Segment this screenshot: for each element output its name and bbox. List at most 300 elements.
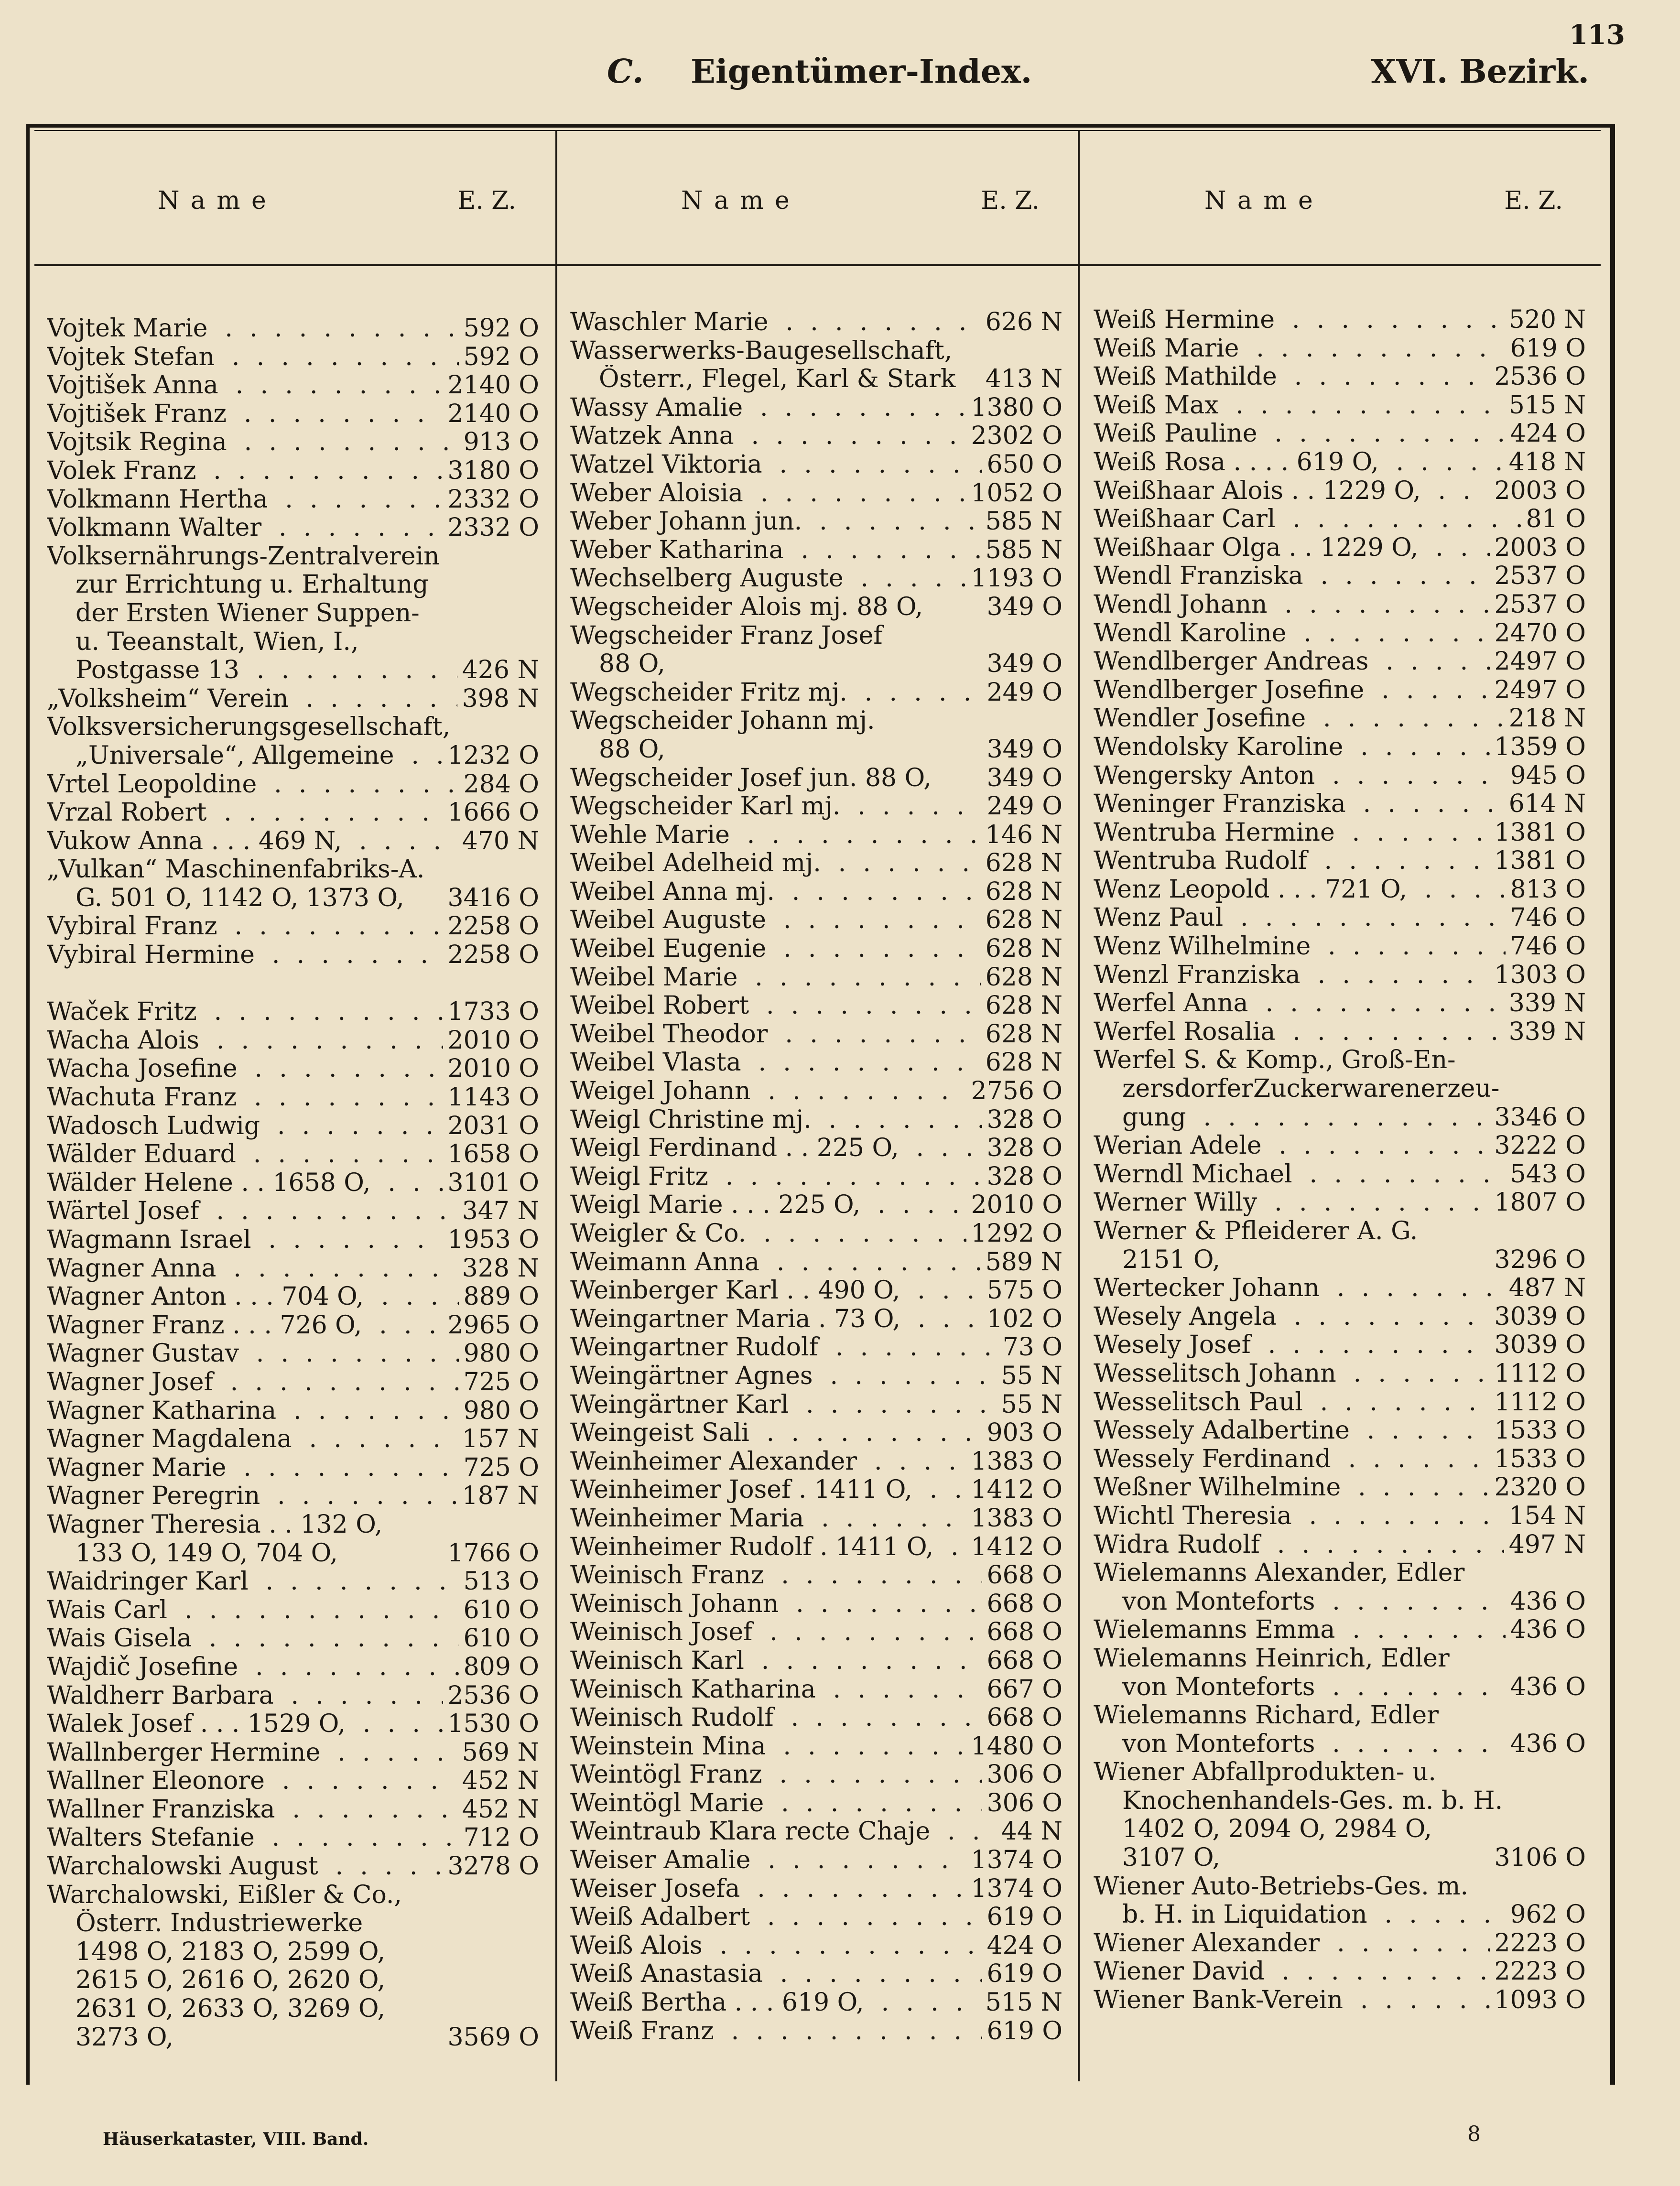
- owner-name: Wagner Josef: [47, 1368, 218, 1396]
- ez-number: 619 O: [982, 2017, 1062, 2046]
- index-entry: [1094, 904, 1586, 932]
- index-column-2: [570, 308, 1062, 2045]
- index-entry: [1094, 1588, 1586, 1616]
- ez-number: 339 N: [1504, 1018, 1586, 1047]
- ez-number: 349 O: [982, 764, 1062, 793]
- ez-number: 1292 O: [966, 1220, 1063, 1248]
- owner-name: Wegscheider Alois mj. 88 O,: [570, 593, 928, 621]
- ez-number: 746 O: [1506, 932, 1586, 961]
- index-entry: [47, 1909, 539, 1938]
- ez-number: 628 N: [981, 1049, 1062, 1077]
- ez-number: 426 N: [457, 656, 539, 685]
- ez-number: 592 O: [459, 343, 539, 372]
- ez-number: 2003 O: [1490, 534, 1586, 563]
- ez-number: 328 O: [982, 1106, 1062, 1135]
- column-header-name: Name: [1204, 186, 1324, 215]
- index-entry: [1094, 1018, 1586, 1047]
- owner-name: 2631 O, 2633 O, 3269 O,: [76, 1995, 390, 2023]
- page-number: 113: [1569, 19, 1625, 51]
- index-entry: [47, 1767, 539, 1796]
- owner-name: Weinisch Karl: [570, 1647, 749, 1675]
- owner-name: Wertecker Johann: [1094, 1274, 1324, 1302]
- ez-number: 249 O: [982, 679, 1062, 707]
- column-header-1: [38, 186, 540, 215]
- index-entry: [1094, 1246, 1586, 1275]
- index-entry: [570, 1932, 1062, 1960]
- owner-name: Weinisch Josef: [570, 1618, 757, 1646]
- owner-name: Wendler Josefine: [1094, 704, 1311, 733]
- owner-name: Wälder Helene . . 1658 O,: [47, 1169, 375, 1197]
- index-entry: [47, 1055, 539, 1083]
- owner-name: Wagner Franz . . . 726 O,: [47, 1311, 367, 1340]
- owner-name: Wagner Peregrin: [47, 1482, 265, 1510]
- index-entry: [570, 1903, 1062, 1932]
- index-entry: [1094, 1531, 1586, 1559]
- index-entry: [47, 1938, 539, 1967]
- owner-name: Wachuta Franz: [47, 1083, 241, 1112]
- index-entry: [1094, 477, 1586, 506]
- owner-name: Wesely Angela: [1094, 1303, 1281, 1331]
- owner-name: Wendl Johann: [1094, 591, 1272, 619]
- ez-number: 146 N: [981, 821, 1062, 850]
- owner-name: Wendl Franziska: [1094, 562, 1308, 590]
- owner-name: der Ersten Wiener Suppen-: [76, 599, 424, 628]
- index-entry: [570, 679, 1062, 707]
- owner-name: G. 501 O, 1142 O, 1373 O,: [76, 884, 409, 912]
- ez-number: 81 O: [1521, 505, 1586, 534]
- index-entry: [47, 713, 539, 742]
- index-entry: [570, 1875, 1062, 1904]
- index-entry: [47, 998, 539, 1027]
- index-entry: [1094, 1217, 1586, 1246]
- index-entry: [1094, 1160, 1586, 1189]
- index-entry: [1094, 1730, 1586, 1759]
- owner-name: Österr., Flegel, Karl & Stark: [599, 365, 960, 393]
- owner-name: Weiß Anastasia: [570, 1960, 768, 1988]
- index-entry: [570, 564, 1062, 593]
- index-entry: [570, 1704, 1062, 1732]
- index-entry: [47, 1368, 539, 1397]
- owner-name: Weibel Eugenie: [570, 935, 771, 963]
- footer-signature: 8: [1467, 2122, 1481, 2146]
- owner-name: Knochenhandels-Ges. m. b. H.: [1122, 1787, 1507, 1815]
- ez-number: 1380 O: [966, 394, 1063, 422]
- index-entry: [47, 1397, 539, 1426]
- index-entry: [1094, 762, 1586, 790]
- ez-number: 1533 O: [1490, 1445, 1586, 1474]
- index-entry: [1094, 1559, 1586, 1588]
- ez-number: 398 N: [457, 685, 539, 714]
- ez-number: 903 O: [982, 1419, 1062, 1448]
- owner-name: Wendlberger Andreas: [1094, 648, 1373, 676]
- owner-name: Wagner Magdalena: [47, 1425, 297, 1453]
- ez-number: 1480 O: [966, 1732, 1063, 1761]
- owner-name: Werian Adele: [1094, 1132, 1267, 1160]
- ez-number: 520 N: [1504, 306, 1586, 335]
- index-entry: [570, 1989, 1062, 2017]
- index-entry: [47, 1682, 539, 1710]
- index-entry: [1094, 591, 1586, 619]
- owner-name: b. H. in Liquidation: [1122, 1901, 1372, 1929]
- table-top-rule: [34, 130, 1601, 131]
- index-entry: [1094, 648, 1586, 676]
- ez-number: 1143 O: [443, 1083, 540, 1112]
- owner-name: Weinstein Mina: [570, 1732, 770, 1761]
- ez-number: 1658 O: [443, 1140, 540, 1169]
- owner-name: Weibel Adelheid mj.: [570, 849, 826, 877]
- index-entry: [570, 736, 1062, 764]
- index-entry: [570, 1049, 1062, 1077]
- owner-name: Weßner Wilhelmine: [1094, 1473, 1345, 1502]
- index-entry: [570, 308, 1062, 337]
- index-entry: [47, 1425, 539, 1454]
- owner-name: Werndl Michael: [1094, 1160, 1297, 1189]
- owner-name: Weinisch Franz: [570, 1561, 769, 1590]
- ez-number: 515 N: [1504, 391, 1586, 420]
- index-entry: [570, 1618, 1062, 1647]
- owner-name: Vybiral Franz: [47, 912, 222, 941]
- index-entry: [47, 428, 539, 457]
- index-column-1: [47, 314, 539, 2052]
- owner-name: Wenz Leopold . . . 721 O,: [1094, 876, 1412, 904]
- owner-name: Weißhaar Carl: [1094, 505, 1280, 533]
- ez-number: 628 N: [981, 992, 1062, 1020]
- section-letter: C.: [607, 53, 644, 91]
- index-entry: [47, 1454, 539, 1483]
- ez-number: 1093 O: [1490, 1986, 1586, 2015]
- ez-number: 668 O: [982, 1590, 1062, 1619]
- index-entry: [570, 508, 1062, 536]
- owner-name: Volkmann Walter: [47, 514, 266, 542]
- owner-name: Weiß Hermine: [1094, 306, 1279, 334]
- ez-number: 650 O: [982, 451, 1062, 479]
- index-entry: [570, 479, 1062, 508]
- ez-number: 218 N: [1504, 704, 1586, 733]
- owner-name: Weintraub Klara recte Chaje: [570, 1818, 935, 1846]
- owner-name: Weiß Max: [1094, 391, 1223, 420]
- index-entry: [1094, 1360, 1586, 1388]
- owner-name: Wiener Abfallprodukten- u.: [1094, 1758, 1441, 1786]
- owner-name: Wessely Ferdinand: [1094, 1445, 1336, 1473]
- owner-name: gung: [1122, 1104, 1191, 1132]
- ez-number: 575 O: [982, 1277, 1062, 1305]
- owner-name: Weiß Mathilde: [1094, 363, 1282, 391]
- index-entry: [570, 963, 1062, 992]
- owner-name: Wielemanns Richard, Edler: [1094, 1701, 1443, 1730]
- index-entry: [47, 1995, 539, 2024]
- owner-name: Walek Josef . . . 1529 O,: [47, 1710, 350, 1738]
- owner-name: von Monteforts: [1122, 1673, 1320, 1701]
- ez-number: 980 O: [459, 1340, 539, 1368]
- index-entry: [1094, 1104, 1586, 1132]
- owner-name: Wichtl Theresia: [1094, 1502, 1297, 1530]
- ez-number: 1232 O: [443, 742, 540, 770]
- ez-number: 424 O: [1506, 420, 1586, 448]
- ez-number: 2031 O: [443, 1112, 540, 1141]
- ez-number: 2320 O: [1490, 1473, 1586, 1502]
- owner-name: 88 O,: [599, 736, 670, 764]
- index-entry: [570, 422, 1062, 451]
- index-entry: [1094, 391, 1586, 420]
- ez-number: 945 O: [1506, 762, 1586, 790]
- ez-number: 2536 O: [1490, 363, 1586, 391]
- index-entry: [1094, 1701, 1586, 1730]
- owner-name: Wallnberger Hermine: [47, 1739, 325, 1767]
- owner-name: Weiser Josefa: [570, 1875, 745, 1903]
- index-entry: [1094, 961, 1586, 990]
- owner-name: Vojtek Marie: [47, 314, 212, 343]
- index-entry: [1094, 704, 1586, 733]
- owner-name: Weibel Marie: [570, 963, 742, 992]
- index-entry: [570, 1960, 1062, 1989]
- owner-name: Wagner Katharina: [47, 1397, 281, 1425]
- index-entry: [1094, 847, 1586, 876]
- owner-name: Weißhaar Alois . . 1229 O,: [1094, 477, 1426, 505]
- owner-name: Wengersky Anton: [1094, 762, 1320, 790]
- index-entry: [47, 571, 539, 599]
- owner-name: Werner Willy: [1094, 1189, 1262, 1217]
- ez-number: 2258 O: [443, 912, 540, 941]
- index-entry: [1094, 1046, 1586, 1075]
- ez-number: 1530 O: [443, 1710, 540, 1739]
- index-entry: [570, 1647, 1062, 1676]
- owner-name: Waschler Marie: [570, 308, 773, 336]
- owner-name: Wärtel Josef: [47, 1197, 204, 1225]
- index-entry: [1094, 1645, 1586, 1673]
- owner-name: Weinisch Johann: [570, 1590, 783, 1618]
- index-entry: [570, 2017, 1062, 2046]
- ez-number: 1193 O: [966, 564, 1063, 593]
- owner-name: Werner & Pfleiderer A. G.: [1094, 1217, 1422, 1245]
- owner-name: Weiß Pauline: [1094, 420, 1262, 448]
- index-entry: [1094, 733, 1586, 762]
- index-entry: [570, 650, 1062, 679]
- index-entry: [570, 764, 1062, 793]
- index-entry: [1094, 1815, 1586, 1844]
- ez-number: 2497 O: [1490, 676, 1586, 705]
- header-rule: [34, 264, 1601, 266]
- owner-name: Weiß Franz: [570, 2017, 719, 2045]
- ez-number: 3101 O: [443, 1169, 540, 1198]
- ez-number: 3222 O: [1490, 1132, 1586, 1160]
- index-entry: [47, 343, 539, 372]
- index-entry: [1094, 876, 1586, 904]
- ez-number: 249 O: [982, 792, 1062, 821]
- owner-name: 133 O, 149 O, 704 O,: [76, 1539, 343, 1568]
- owner-name: Weigl Ferdinand . . 225 O,: [570, 1134, 904, 1162]
- owner-name: Walters Stefanie: [47, 1824, 260, 1852]
- owner-name: Wenz Wilhelmine: [1094, 932, 1315, 961]
- ez-number: 1303 O: [1490, 961, 1586, 990]
- owner-name: Wentruba Hermine: [1094, 819, 1340, 847]
- index-entry: [1094, 1189, 1586, 1217]
- owner-name: Wesselitsch Paul: [1094, 1388, 1308, 1417]
- index-entry: [47, 1796, 539, 1824]
- index-entry: [570, 593, 1062, 622]
- ez-number: 980 O: [459, 1397, 539, 1426]
- index-entry: [1094, 1787, 1586, 1816]
- owner-name: Vukow Anna . . . 469 N,: [47, 827, 347, 855]
- owner-name: Weber Johann jun.: [570, 508, 807, 536]
- owner-name: Weibel Robert: [570, 992, 754, 1020]
- owner-name: Werfel S. & Komp., Groß-En-: [1094, 1046, 1461, 1074]
- ez-number: 2965 O: [443, 1311, 540, 1340]
- owner-name: Wagner Anna: [47, 1255, 221, 1283]
- ez-number: 614 N: [1504, 790, 1586, 819]
- owner-name: zur Errichtung u. Erhaltung: [76, 571, 434, 599]
- ez-number: 513 O: [459, 1568, 539, 1596]
- index-entry: [570, 536, 1062, 565]
- ez-number: 2537 O: [1490, 562, 1586, 591]
- owner-name: Watzel Viktoria: [570, 451, 767, 479]
- index-entry: [1094, 790, 1586, 819]
- owner-name: Wielemanns Heinrich, Edler: [1094, 1645, 1454, 1673]
- ez-number: 619 O: [982, 1903, 1062, 1932]
- owner-name: 1498 O, 2183 O, 2599 O,: [76, 1938, 390, 1966]
- owner-name: Weingärtner Karl: [570, 1391, 793, 1419]
- index-entry: [1094, 819, 1586, 847]
- owner-name: Werfel Rosalia: [1094, 1018, 1280, 1046]
- index-entry: [570, 394, 1062, 422]
- owner-name: Österr. Industriewerke: [76, 1909, 368, 1937]
- owner-name: Wiener David: [1094, 1958, 1269, 1986]
- column-header-name: Name: [681, 186, 801, 215]
- ez-number: 3180 O: [443, 457, 540, 486]
- ez-number: 470 N: [457, 827, 539, 856]
- owner-name: Wiener Bank-Verein: [1094, 1986, 1348, 2014]
- index-entry: [570, 1362, 1062, 1391]
- ez-number: 424 O: [982, 1932, 1062, 1960]
- index-entry: [570, 1077, 1062, 1106]
- owner-name: Wiener Alexander: [1094, 1929, 1324, 1958]
- ez-number: 628 N: [981, 906, 1062, 935]
- ez-number: 3278 O: [443, 1852, 540, 1881]
- index-entry: [570, 1020, 1062, 1049]
- index-entry: [47, 1966, 539, 1995]
- owner-name: Volkmann Hertha: [47, 486, 272, 514]
- ez-number: 497 N: [1504, 1531, 1586, 1559]
- owner-name: Weigl Marie . . . 225 O,: [570, 1191, 865, 1219]
- owner-name: Weigel Johann: [570, 1077, 755, 1105]
- ez-number: 619 O: [1506, 335, 1586, 363]
- index-entry: [570, 1220, 1062, 1248]
- owner-name: „Vulkan“ Maschinenfabriks-A.: [47, 855, 429, 884]
- ez-number: 913 O: [459, 428, 539, 457]
- ez-number: 1733 O: [443, 998, 540, 1027]
- ez-number: 1359 O: [1490, 733, 1586, 762]
- owner-name: 2615 O, 2616 O, 2620 O,: [76, 1966, 390, 1994]
- index-entry: [47, 514, 539, 542]
- index-entry: [570, 1277, 1062, 1305]
- ez-number: 725 O: [459, 1454, 539, 1483]
- index-entry: [47, 656, 539, 685]
- ez-number: 628 N: [981, 849, 1062, 878]
- owner-name: Weiß Rosa . . . . 619 O,: [1094, 448, 1384, 476]
- index-entry: [1094, 676, 1586, 705]
- owner-name: Wegscheider Karl mj.: [570, 792, 845, 821]
- owner-name: Wenzl Franziska: [1094, 961, 1305, 989]
- owner-name: Weiß Alois: [570, 1932, 707, 1960]
- index-entry: [570, 337, 1062, 366]
- owner-name: Waldherr Barbara: [47, 1682, 279, 1710]
- ez-number: 157 N: [457, 1425, 539, 1454]
- ez-number: 585 N: [981, 536, 1062, 565]
- index-entry: [1094, 932, 1586, 961]
- owner-name: Wegscheider Josef jun. 88 O,: [570, 764, 936, 792]
- index-entry: [47, 1027, 539, 1055]
- ez-number: 452 N: [457, 1796, 539, 1824]
- owner-name: Wenz Paul: [1094, 904, 1228, 932]
- index-entry: [570, 878, 1062, 907]
- ez-number: 668 O: [982, 1618, 1062, 1647]
- index-entry: [570, 1533, 1062, 1562]
- index-entry: [570, 792, 1062, 821]
- index-entry: [570, 1106, 1062, 1135]
- index-entry: [1094, 335, 1586, 363]
- owner-name: Weber Aloisia: [570, 479, 748, 508]
- owner-name: Wälder Eduard: [47, 1140, 241, 1169]
- index-entry: [47, 457, 539, 486]
- index-entry: [570, 992, 1062, 1020]
- index-entry: [570, 1305, 1062, 1334]
- owner-name: Wegscheider Fritz mj.: [570, 679, 852, 707]
- index-entry: [1094, 1673, 1586, 1702]
- index-entry: [47, 1083, 539, 1112]
- owner-name: Vojtišek Anna: [47, 371, 223, 400]
- index-entry: [47, 599, 539, 628]
- index-entry: [1094, 1844, 1586, 1872]
- owner-name: Wesely Josef: [1094, 1331, 1256, 1359]
- column-header-ez: E. Z.: [457, 186, 516, 215]
- owner-name: Wesselitsch Johann: [1094, 1360, 1341, 1388]
- owner-name: Wiener Auto-Betriebs-Ges. m.: [1094, 1872, 1473, 1901]
- owner-name: Weiß Bertha . . . 619 O,: [570, 1989, 869, 2017]
- index-entry: [47, 1539, 539, 1568]
- index-entry: [1094, 1445, 1586, 1474]
- owner-name: Waček Fritz: [47, 998, 202, 1026]
- index-entry: [47, 400, 539, 429]
- ez-number: 628 N: [981, 878, 1062, 907]
- owner-name: Wagner Theresia . . 132 O,: [47, 1511, 387, 1539]
- ez-number: 543 O: [1506, 1160, 1586, 1189]
- index-entry: [1094, 1331, 1586, 1360]
- ez-number: 628 N: [981, 963, 1062, 992]
- ez-number: 3106 O: [1490, 1844, 1586, 1872]
- index-entry: [1094, 420, 1586, 448]
- index-entry: [47, 1624, 539, 1653]
- index-entry: [570, 707, 1062, 736]
- index-entry: [570, 1163, 1062, 1191]
- ez-number: 1112 O: [1490, 1360, 1586, 1388]
- index-entry: [1094, 1417, 1586, 1445]
- ez-number: 2140 O: [443, 400, 540, 429]
- ez-number: 306 O: [982, 1761, 1062, 1789]
- footer-volume: Häuserkataster, VIII. Band.: [103, 2129, 369, 2149]
- index-entry: [1094, 1303, 1586, 1331]
- ez-number: 1412 O: [966, 1476, 1063, 1504]
- ez-number: 2223 O: [1490, 1929, 1586, 1958]
- column-header-2: [562, 186, 1063, 215]
- ez-number: 3039 O: [1490, 1303, 1586, 1331]
- owner-name: Widra Rudolf: [1094, 1531, 1265, 1559]
- owner-name: Wegscheider Franz Josef: [570, 622, 888, 650]
- index-entry: [47, 770, 539, 799]
- column-divider: [555, 130, 557, 2081]
- owner-name: „Volksheim“ Verein: [47, 685, 293, 713]
- ez-number: 962 O: [1506, 1901, 1586, 1929]
- index-entry: [570, 821, 1062, 850]
- index-entry: [1094, 1075, 1586, 1104]
